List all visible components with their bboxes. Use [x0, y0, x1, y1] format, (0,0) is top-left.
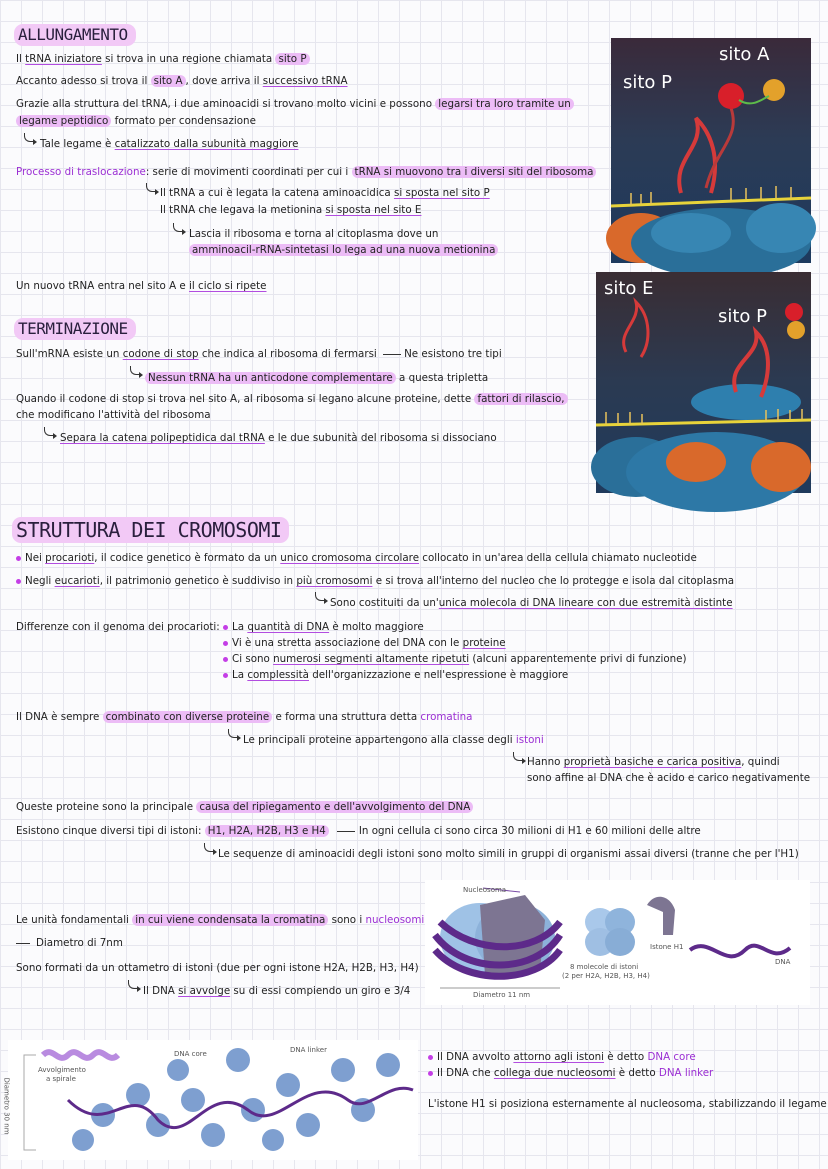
caption-nucleosoma: Nucleosoma — [463, 886, 507, 894]
ribosome-image-sito-e-p — [596, 272, 811, 493]
bullet-dot — [428, 1055, 433, 1060]
arrow-icon — [228, 729, 238, 738]
arrow-right-icon — [337, 831, 355, 832]
text-line: legame peptidico formato per condensazione — [16, 115, 256, 128]
bullet-item: La complessità dell'organizzazione e nell'espressione è maggiore — [223, 669, 568, 682]
bullet-item: Nei procarioti, il codice genetico è formato da un unico cromosoma circolare collocato in un'area della cellula chiamato nucleotide — [16, 552, 697, 565]
text-line: Grazie alla struttura del tRNA, i due aminoacidi si trovano molto vicini e possono legarsi tra loro tramite un — [16, 98, 574, 111]
bullet-dot — [223, 673, 228, 678]
text-line: Il tRNA che legava la metionina si sposta nel sito E — [160, 204, 422, 216]
bullet-item: Il DNA avvolto attorno agli istoni è detto DNA core — [428, 1051, 696, 1064]
bullet-dot — [16, 579, 21, 584]
arrow-right-icon — [383, 354, 401, 355]
caption-ottamero: 8 molecole di istoni — [570, 963, 639, 971]
text-line: Il tRNA a cui è legata la catena aminoacidica si sposta nel sito P — [160, 187, 490, 199]
text-line: Le unità fondamentali in cui viene condensata la cromatina sono i nucleosomi — [16, 914, 425, 926]
arrow-icon — [173, 223, 183, 232]
caption-ottamero-detail: (2 per H2A, H2B, H3, H4) — [562, 972, 650, 980]
arrow-icon — [128, 980, 138, 989]
text-line: Hanno proprietà basiche e carica positiva, quindi — [527, 756, 780, 768]
text-line: sono affine al DNA che è acido e carico negativamente — [527, 772, 811, 784]
text-line: Sull'mRNA esiste un codone di stop che indica al ribosoma di fermarsi Ne esistono tre tipi — [16, 348, 502, 360]
text-line: che modificano l'attività del ribosoma — [16, 409, 211, 421]
bullet-dot — [428, 1071, 433, 1076]
caption-dna-core: DNA core — [174, 1050, 207, 1058]
bullet-item: Il DNA che collega due nucleosomi è detto DNA linker — [428, 1067, 713, 1080]
text-line: Un nuovo tRNA entra nel sito A e il ciclo si ripete — [16, 280, 267, 292]
text-line: Tale legame è catalizzato dalla subunità maggiore — [40, 138, 299, 150]
arrow-icon — [315, 592, 325, 601]
arrow-icon — [146, 183, 156, 192]
arrow-icon — [513, 752, 523, 761]
bullet-item: Ci sono numerosi segmenti altamente ripetuti (alcuni apparentemente privi di funzione) — [223, 653, 687, 666]
text-line: amminoacil-rRNA-sintetasi lo lega ad una nuova metionina — [189, 244, 498, 257]
label-sito-a: sito A — [719, 44, 770, 65]
caption-avvolgimento-spirale: a spirale — [46, 1075, 76, 1083]
caption-diametro-30nm: Diametro 30 nm — [2, 1077, 11, 1135]
chromatin-fiber-figure — [2, 1040, 418, 1160]
text-line: Nessun tRNA ha un anticodone complementare a questa tripletta — [145, 372, 488, 385]
text-line: Le principali proteine appartengono alla classe degli istoni — [243, 734, 544, 746]
nucleosome-figure — [425, 880, 810, 1005]
caption-dna: DNA — [775, 958, 791, 966]
section-title-struttura-cromosomi: STRUTTURA DEI CROMOSOMI — [12, 517, 289, 543]
bullet-dot — [223, 641, 228, 646]
text-line: Diametro di 7nm — [16, 937, 123, 950]
text-line: Le sequenze di aminoacidi degli istoni sono molto simili in gruppi di organismi assai diversi (tranne che per l'H1) — [218, 848, 799, 860]
caption-diametro: Diametro 11 nm — [473, 991, 531, 999]
bullet-dot — [223, 625, 228, 630]
text-line: Accanto adesso si trova il sito A , dove arriva il successivo tRNA — [16, 75, 348, 87]
text-line: Sono costituiti da un'unica molecola di DNA lineare con due estremità distinte — [330, 597, 733, 609]
bullet-dot — [223, 657, 228, 662]
arrow-icon — [24, 133, 34, 142]
text-line: Sono formati da un ottametro di istoni (due per ogni istone H2A, H2B, H3, H4) — [16, 962, 419, 974]
bullet-item: Negli eucarioti, il patrimonio genetico è suddiviso in più cromosomi e si trova all'interno del nucleo che lo protegge e isola dal citoplasma — [16, 575, 734, 588]
arrow-icon — [130, 366, 140, 375]
section-title-terminazione: TERMINAZIONE — [14, 318, 136, 340]
label-sito-p: sito P — [718, 306, 768, 327]
bullet-dot — [16, 556, 21, 561]
diff-label: Differenze con il genoma dei procarioti: — [16, 621, 220, 633]
text-line: Esistono cinque diversi tipi di istoni: H1, H2A, H2B, H3 e H4 In ogni cellula ci sono circa 30 milioni di H1 e 60 milioni delle altre — [16, 825, 701, 837]
text-line: Il tRNA iniziatore si trova in una regione chiamata sito P — [16, 53, 310, 66]
caption-avvolgimento: Avvolgimento — [38, 1066, 86, 1074]
text-line: Il DNA è sempre combinato con diverse proteine e forma una struttura detta cromatina — [16, 711, 473, 723]
text-line: Queste proteine sono la principale causa del ripiegamento e dell'avvolgimento del DNA — [16, 801, 473, 814]
text-line: L'istone H1 si posiziona esternamente al nucleosoma, stabilizzando il legame — [428, 1098, 827, 1110]
arrow-icon — [44, 427, 54, 436]
bullet-item: Vi è una stretta associazione del DNA con le proteine — [223, 637, 506, 650]
arrow-right-icon — [16, 943, 30, 944]
label-sito-p: sito P — [623, 72, 673, 93]
text-line: Processo di traslocazione: serie di movimenti coordinati per cui i tRNA si muovono tra i diversi siti del ribosoma — [16, 166, 596, 179]
label-sito-e: sito E — [604, 278, 654, 299]
bullet-item: La quantità di DNA è molto maggiore — [223, 621, 424, 634]
text-line: Quando il codone di stop si trova nel sito A, al ribosoma si legano alcune proteine, dette fattori di rilascio, — [16, 393, 568, 406]
text-line: Lascia il ribosoma e torna al citoplasma dove un — [189, 228, 439, 240]
text-line: Il DNA si avvolge su di essi compiendo un giro e 3/4 — [143, 985, 411, 997]
text-line: Separa la catena polipeptidica dal tRNA e le due subunità del ribosoma si dissociano — [60, 432, 497, 444]
caption-dna-linker: DNA linker — [290, 1046, 327, 1054]
arrow-icon — [204, 843, 214, 852]
section-title-allungamento: ALLUNGAMENTO — [14, 24, 136, 46]
ribosome-image-sito-a-p — [611, 38, 811, 263]
caption-istone-h1: Istone H1 — [650, 943, 684, 951]
